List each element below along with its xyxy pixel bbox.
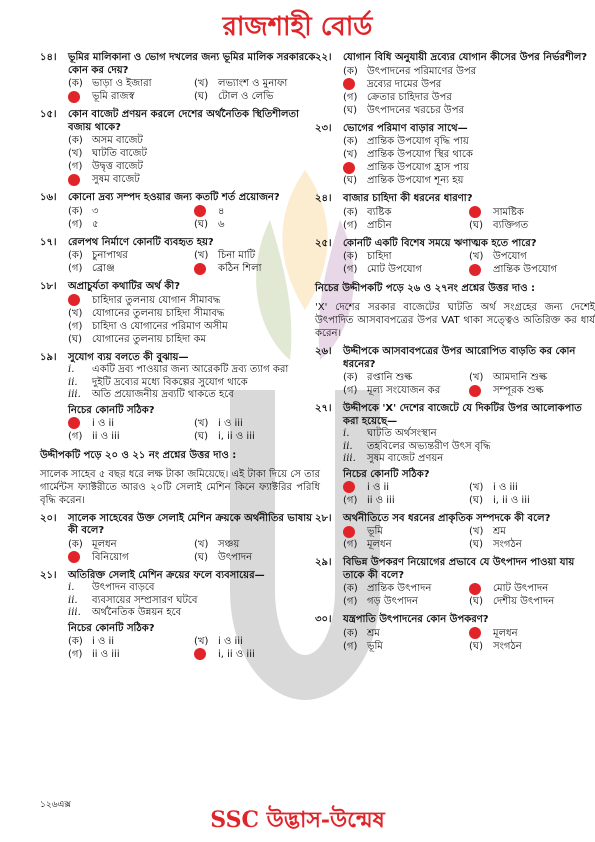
question-20 — [40, 513, 320, 564]
option[interactable]: (ক) ব্যষ্টিক — [343, 206, 392, 218]
question-24 — [315, 193, 595, 232]
question-text: বিভিন্ন উপকরণ নিয়োগের প্রভাবে যে উৎপাদন পাওয়া যায় তাকে কী বলে? — [343, 557, 575, 581]
option-correct[interactable]: i ও ii — [343, 481, 469, 494]
option[interactable]: (খ) i ও iii — [469, 481, 518, 493]
question-16 — [40, 192, 320, 231]
statement: i. একটি দ্রব্য পাওয়ার জন্য আরেকটি দ্রব্য ত্যাগ করা — [68, 364, 289, 375]
answer-marker-dot-icon — [194, 263, 206, 275]
option[interactable]: (ঘ) উৎপাদনের খরচের উপর — [343, 104, 464, 116]
option-correct[interactable]: ভূমি — [343, 525, 469, 538]
option[interactable]: (ক) ভাড়া ও ইজারা — [68, 78, 152, 89]
answer-marker-dot-icon — [469, 583, 481, 595]
answer-marker-dot-icon — [343, 162, 355, 174]
answer-marker-dot-icon — [68, 174, 80, 186]
question-text: রেলপথ নির্মাণে কোনটি ব্যবহৃত হয়? — [68, 236, 214, 248]
question-14 — [40, 52, 320, 103]
option[interactable]: (ক) চাহিদা — [343, 251, 392, 262]
question-text: কোনটি একটি বিশেষ সময়ে ঋণাত্মক হতে পারে? — [343, 237, 537, 249]
option[interactable]: (ঘ) দেশীয় উৎপাদন — [469, 596, 555, 607]
question-number: ১৯। — [40, 351, 57, 363]
answer-marker-dot-icon — [68, 294, 80, 306]
answer-marker-dot-icon — [469, 627, 481, 639]
option[interactable]: (ক) অসম বাজেট — [68, 135, 143, 146]
answer-marker-dot-icon — [68, 551, 80, 563]
question-29 — [315, 557, 595, 608]
option[interactable]: (খ) প্রান্তিক উপযোগ স্থির থাকে — [343, 149, 473, 160]
option[interactable]: (গ) ৫ — [68, 218, 99, 230]
option[interactable]: (খ) চিনা মাটি — [194, 250, 256, 261]
option[interactable]: (গ) ব্রোঞ্জ — [68, 263, 115, 274]
statement: ii. দুইটি দ্রব্যের মধ্যে বিকল্পের সুযোগ থাকে — [68, 376, 248, 388]
answer-marker-dot-icon — [194, 205, 206, 217]
option[interactable]: (ঘ) টোল ও লেভি — [194, 91, 274, 102]
question-number: ২৯। — [315, 557, 332, 568]
option[interactable]: (ক) শ্রম — [343, 627, 380, 639]
question-text: অর্থনীতিতে সব ধরনের প্রাকৃতিক সম্পদকে কী বলে? — [343, 512, 551, 524]
question-22 — [315, 52, 595, 117]
question-number: ১৬। — [40, 192, 57, 203]
question-26 — [315, 346, 595, 397]
statement: iii. অর্থনৈতিক উন্নয়ন হবে — [68, 607, 182, 618]
question-17 — [40, 237, 320, 276]
question-number: ২৬। — [315, 346, 332, 357]
statement: iii. অতি প্রয়োজনীয় দ্রব্যটি থাকতে হবে — [68, 389, 234, 400]
option-correct[interactable]: মূলধন — [469, 627, 595, 640]
question-text: যন্ত্রপাতি উৎপাদনের কোন উপকরণ? — [343, 614, 489, 625]
question-text: বাজার চাহিদা কী ধরনের ধারণা? — [343, 193, 473, 204]
option-correct[interactable]: চাহিদার তুলনায় যোগান সীমাবদ্ধ — [68, 294, 320, 307]
left-column — [40, 52, 320, 667]
question-25 — [315, 238, 595, 277]
option[interactable]: (ঘ) উৎপাদন — [194, 551, 253, 563]
question-text: কোন বাজেট প্রণয়ন করলে দেশের অর্থনৈতিক স্থিতিশীলতা বজায় থাকে? — [68, 109, 299, 133]
option-correct[interactable]: ৪ — [194, 205, 320, 218]
answer-marker-dot-icon — [194, 648, 206, 660]
question-number: ১৫। — [40, 109, 57, 120]
option-correct[interactable]: বিনিয়োগ — [68, 551, 194, 564]
answer-marker-dot-icon — [343, 481, 355, 493]
option[interactable]: (গ) মোট উপযোগ — [343, 264, 422, 275]
answer-marker-dot-icon — [343, 78, 355, 90]
option[interactable]: (ক) উৎপাদনের পরিমাণের উপর — [343, 65, 477, 77]
option[interactable]: (ক) i ও ii — [68, 635, 115, 647]
question-text: সালেক সাহেবের উক্ত সেলাই মেশিন ক্রয়কে অর্থনীতির ভাষায় কী বলে? — [68, 512, 313, 536]
option[interactable]: (গ) ii ও iii — [68, 648, 120, 660]
option[interactable]: (খ) i ও iii — [194, 635, 243, 647]
page-number: ১২৬এক্স — [40, 800, 72, 810]
option[interactable]: (খ) ঘাটতি বাজেট — [68, 148, 147, 159]
option[interactable]: (গ) চাহিদা ও যোগানের পরিমাণ অসীম — [68, 320, 228, 332]
question-text: অতিরিক্ত সেলাই মেশিন ক্রয়ের ফলে ব্যবসায়ের— — [68, 569, 265, 581]
question-number: ৩০। — [315, 614, 332, 625]
question-number: ২৮। — [315, 512, 332, 524]
option-correct[interactable]: ভূমি রাজস্ব — [68, 90, 194, 103]
option[interactable]: (খ) যোগানের তুলনায় চাহিদা সীমাবদ্ধ — [68, 307, 225, 319]
option[interactable]: (ঘ) সংগঠন — [469, 539, 522, 550]
question-number: ২০। — [40, 512, 57, 524]
option-correct[interactable]: সামষ্টিক — [469, 206, 595, 219]
question-text: অপ্রাচুর্যতা কথাটির অর্থ কী? — [68, 281, 181, 292]
question-prompt: নিচের কোনটি সঠিক? — [68, 404, 155, 416]
option[interactable]: (খ) সঞ্চয় — [194, 538, 240, 550]
question-text: ভূমির মালিকানা ও ভোগ দখলের জন্য ভূমির মালিক সরকারকে কোন কর দেয়? — [68, 52, 316, 76]
option-correct[interactable]: সম্পূরক শুল্ক — [469, 384, 595, 397]
question-27 — [315, 403, 595, 507]
option[interactable]: (গ) প্রাচীন — [343, 219, 392, 231]
question-number: ২৪। — [315, 193, 332, 204]
option[interactable]: (খ) i ও iii — [194, 417, 243, 429]
option[interactable]: (গ) মূল্য সংযোজন কর — [343, 385, 441, 396]
option[interactable]: (ক) ৩ — [68, 205, 99, 217]
page-title: রাজশাহী বোর্ড — [222, 12, 373, 42]
question-number: ১৭। — [40, 236, 57, 248]
right-column — [315, 52, 595, 659]
footer-brand: SSC উদ্ভাস-উন্মেষ — [210, 807, 385, 833]
option[interactable]: (ক) মূলধন — [68, 538, 117, 550]
option[interactable]: (ক) চুনাপাথর — [68, 250, 128, 261]
option[interactable]: (ক) রপ্তানি শুল্ক — [343, 372, 413, 383]
question-23 — [315, 123, 595, 188]
option[interactable]: (গ) ii ও iii — [343, 494, 395, 506]
option-correct[interactable]: প্রান্তিক উপযোগ — [469, 263, 595, 276]
statement: iii. সুষম বাজেট প্রণয়ন — [343, 453, 444, 464]
option[interactable]: (গ) মূলধন — [343, 539, 392, 550]
option[interactable]: (গ) উদ্বৃত্ত বাজেট — [68, 161, 143, 172]
question-text: উদ্দীপকে আসবাবপত্রের উপর আরোপিত বাড়তি কর কোন ধরনের? — [343, 346, 576, 370]
answer-marker-dot-icon — [68, 91, 80, 103]
option[interactable]: (ঘ) i, ii ও iii — [194, 430, 255, 442]
option[interactable]: (গ) ii ও iii — [68, 430, 120, 442]
option-correct[interactable]: দ্রব্যের দামের উপর — [343, 78, 595, 91]
question-prompt: নিচের কোনটি সঠিক? — [343, 468, 430, 480]
question-text: উদ্দীপকে 'X' দেশের বাজেটে যে দিকটির উপর আলোকপাত করা হয়েছে— — [343, 403, 582, 427]
option-correct[interactable]: i ও ii — [68, 417, 194, 430]
question-number: ২২। — [315, 52, 332, 63]
option[interactable]: (ঘ) সংগঠন — [469, 640, 522, 652]
option[interactable]: (খ) আমদানি শুল্ক — [469, 372, 548, 383]
question-19 — [40, 352, 320, 443]
option[interactable]: (খ) উপযোগ — [469, 251, 527, 262]
answer-marker-dot-icon — [343, 526, 355, 538]
answer-marker-dot-icon — [469, 264, 481, 276]
question-30 — [315, 614, 595, 653]
option-correct[interactable]: কঠিন শিলা — [194, 262, 320, 275]
statement: i. উৎপাদন বাড়বে — [68, 582, 155, 593]
option-correct[interactable]: i, ii ও iii — [194, 648, 320, 661]
answer-marker-dot-icon — [68, 417, 80, 429]
question-28 — [315, 513, 595, 552]
option[interactable]: (গ) ভূমি — [343, 640, 383, 652]
option[interactable]: (ঘ) ব্যক্তিগত — [469, 219, 529, 231]
question-number: ১৮। — [40, 281, 57, 292]
question-text: সুযোগ ব্যয় বলতে কী বুঝায়— — [68, 351, 189, 363]
statement: ii. ব্যবসায়ের সম্প্রসারণ ঘটবে — [68, 594, 198, 606]
option[interactable]: (ঘ) i, ii ও iii — [469, 494, 530, 506]
option[interactable]: (ঘ) ৬ — [194, 218, 225, 230]
option[interactable]: (গ) ক্রেতার চাহিদার উপর — [343, 91, 452, 103]
stimulus-instruction: উদ্দীপকটি পড়ে ২০ ও ২১ নং প্রশ্নের উত্তর দাও : — [40, 449, 237, 461]
option[interactable]: (ঘ) প্রান্তিক উপযোগ শূন্য হয় — [343, 175, 464, 186]
statement: ii. তহবিলের অভ্যন্তরীণ উৎস বৃদ্ধি — [343, 440, 491, 452]
question-15 — [40, 109, 320, 186]
option[interactable]: (খ) শ্রম — [469, 526, 506, 537]
statement: i. ঘাটতি অর্থসংস্থান — [343, 428, 437, 439]
question-number: ২৩। — [315, 122, 332, 134]
option[interactable]: (গ) গড় উৎপাদন — [343, 596, 418, 607]
answer-marker-dot-icon — [469, 385, 481, 397]
stimulus-passage: সালেক সাহেব ৫ বছর ধরে লক্ষ টাকা জমিয়েছে। এই টাকা দিয়ে সে তার গার্মেন্টস ফ্যাক্টরীতে আরও ২০টি সেলাই মেশিন কিনে ফ্যাক্টরির পরিধি বৃদ্ধি করেন। — [40, 468, 320, 506]
option[interactable]: (ক) প্রান্তিক উপযোগ বৃদ্ধি পায় — [343, 136, 469, 147]
option-correct[interactable]: প্রান্তিক উপযোগ হ্রাস পায় — [343, 161, 595, 174]
question-18 — [40, 281, 320, 346]
question-number: ২৫। — [315, 237, 332, 249]
option[interactable]: (খ) লভ্যাংশ ও মুনাফা — [194, 78, 288, 89]
answer-marker-dot-icon — [469, 206, 481, 218]
option-correct[interactable]: মোট উৎপাদন — [469, 582, 595, 595]
question-number: ১৪। — [40, 52, 57, 63]
stimulus-instruction: নিচের উদ্দীপকটি পড়ে ২৬ ও ২৭নং প্রশ্নের উত্তর দাও : — [315, 283, 536, 294]
question-number: ২১। — [40, 569, 57, 581]
question-prompt: নিচের কোনটি সঠিক? — [68, 622, 155, 634]
question-text: ভোগের পরিমাণ বাড়ার সাথে— — [343, 122, 468, 134]
option[interactable]: (ঘ) যোগানের তুলনায় চাহিদা কম — [68, 333, 207, 345]
question-text: কোনো দ্রব্য সম্পদ হওয়ার জন্য কতটি শর্ত প্রয়োজন? — [68, 192, 280, 203]
stimulus-passage: 'X' দেশের সরকার বাজেটের ঘাটতি অর্থ সংগ্রহের জন্য দেশেই উৎপাদিত আসবাবপত্রের উপর VAT থাকা সত্ত্বেও অতিরিক্ত কর ধার্য করেন। — [315, 302, 595, 339]
question-text: যোগান বিধি অনুযায়ী দ্রব্যের যোগান কীসের উপর নির্ভরশীল? — [343, 52, 588, 63]
question-21 — [40, 570, 320, 661]
question-number: ২৭। — [315, 403, 332, 414]
option-correct[interactable]: সুষম বাজেট — [68, 173, 320, 186]
option[interactable]: (ক) প্রান্তিক উৎপাদন — [343, 583, 432, 594]
